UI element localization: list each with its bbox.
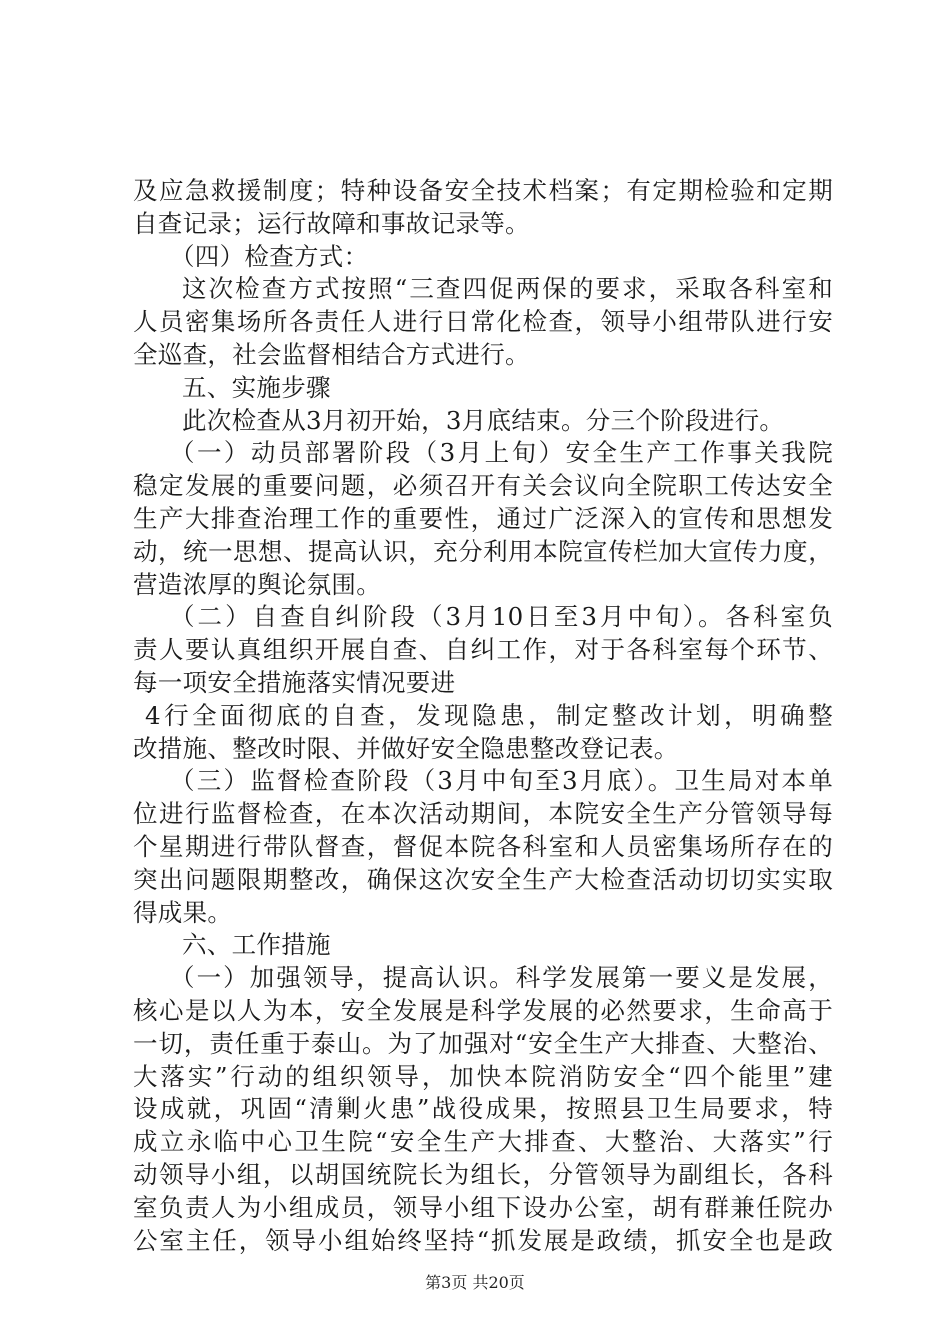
text-line: 此次检查从3月初开始，3月底结束。分三个阶段进行。 [182,405,785,435]
text-line: （三）监督检查阶段（3月中旬至3月底）。卫生局对本单 [170,766,833,796]
text-line: 人员密集场所各责任人进行日常化检查，领导小组带队进行安 [133,307,833,337]
text-line: 稳定发展的重要问题，必须召开有关会议向全院职工传达安全 [133,471,833,501]
text-line: 公室主任，领导小组始终坚持“抓发展是政绩，抓安全也是政 [133,1225,833,1255]
section-heading: 五、实施步骤 [182,372,331,402]
text-line: 动领导小组，以胡国统院长为组长，分管领导为副组长，各科 [133,1159,833,1189]
document-body [133,175,833,1257]
text-line: 一切，责任重于泰山。为了加强对“安全生产大排查、大整治、 [133,1028,833,1058]
text-line: （二）自查自纠阶段（3月10日至3月中旬）。各科室负 [170,602,833,632]
text-line: 得成果。 [133,897,233,927]
page-footer [0,1270,950,1293]
text-line: 核心是以人为本，安全发展是科学发展的必然要求，生命高于 [133,995,833,1025]
text-line: 营造浓厚的舆论氛围。 [133,569,381,599]
text-line: 4行全面彻底的自查，发现隐患，制定整改计划，明确整 [145,700,833,730]
text-line: 大落实”行动的组织领导，加快本院消防安全“四个能里”建 [133,1061,833,1091]
text-line: 动，统一思想、提高认识，充分利用本院宣传栏加大宣传力度， [133,536,833,566]
text-line: 个星期进行带队督查，督促本院各科室和人员密集场所存在的 [133,831,833,861]
text-line: 突出问题限期整改，确保这次安全生产大检查活动切切实实取 [133,864,833,894]
section-heading: 六、工作措施 [182,930,331,960]
text-line: 成立永临中心卫生院“安全生产大排查、大整治、大落实”行 [133,1127,833,1157]
text-line: 每一项安全措施落实情况要进 [133,667,456,697]
text-line: 室负责人为小组成员，领导小组下设办公室，胡有群兼任院办 [133,1192,833,1222]
text-line: 及应急救援制度；特种设备安全技术档案；有定期检验和定期 [133,176,833,205]
text-line: 责人要认真组织开展自查、自纠工作，对于各科室每个环节、 [133,635,833,665]
text-line: 设成就，巩固“清剿火患”战役成果，按照县卫生局要求，特 [133,1094,833,1124]
section-heading: （四）检查方式： [170,241,369,271]
text-line: （一）加强领导，提高认识。科学发展第一要义是发展， [170,963,833,993]
text-line: 生产大排查治理工作的重要性，通过广泛深入的宣传和思想发 [133,503,833,533]
text-line: 全巡查，社会监督相结合方式进行。 [133,339,530,369]
text-line: 这次检查方式按照“三查四促两保的要求，采取各科室和 [182,274,833,304]
text-line: （一）动员部署阶段（3月上旬）安全生产工作事关我院 [170,438,833,468]
text-line: 改措施、整改时限、并做好安全隐患整改登记表。 [133,733,679,763]
text-line: 自查记录；运行故障和事故记录等。 [133,208,530,238]
page-number-label: 第3页 共20页 [425,1273,525,1292]
text-line: 位进行监督检查，在本次活动期间，本院安全生产分管领导每 [133,799,833,829]
